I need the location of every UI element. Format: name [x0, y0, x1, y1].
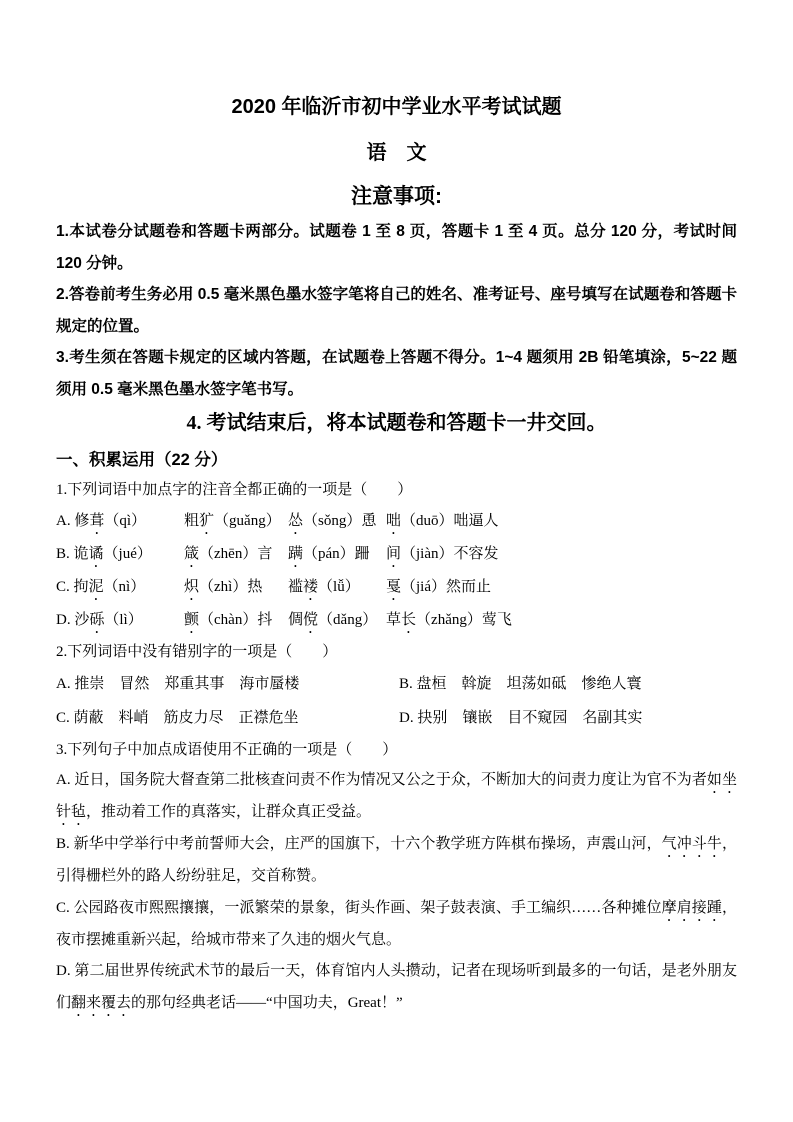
notice-item-2: 2.答卷前考生务必用 0.5 毫米黑色墨水签字笔将自己的姓名、准考证号、座号填写在试题卷和答题卡规定的位置。: [56, 286, 737, 335]
pinyin-word: 炽（zhì）热: [184, 579, 263, 595]
pinyin-word: 咄（duō）咄逼人: [386, 513, 499, 529]
question-2-option-a: A. 推崇 冒然 郑重其事 海市蜃楼: [56, 676, 300, 692]
section-1-heading: 一、积累运用（22 分）: [56, 451, 228, 469]
question-3-option-d: D. 第二届世界传统武术节的最后一天，体育馆内人头攒动，记者在现场听到最多的一句话，是老外朋友们翻来覆去的那句经典老话——“中国功夫，Great！”: [56, 963, 737, 1011]
pinyin-word: B. 诡谲（jué）: [56, 546, 152, 562]
pinyin-word: 倜傥（dǎng）: [288, 612, 378, 628]
pinyin-word: 蹒（pán）跚: [288, 546, 370, 562]
question-1-option-a: [56, 505, 737, 538]
question-2-options: [56, 667, 737, 735]
subject-title: 语 文: [366, 142, 427, 164]
pinyin-word: 箴（zhēn）言: [184, 546, 273, 562]
question-2-stem: 2.下列词语中没有错别字的一项是（ ）: [56, 644, 338, 660]
pinyin-word: 怂（sǒng）恿: [288, 513, 377, 529]
question-3-option-c: C. 公园路夜市熙熙攘攘，一派繁荣的景象，街头作画、架子鼓表演、手工编织……各种摊位摩肩接踵，夜市摆摊重新兴起，给城市带来了久违的烟火气息。: [56, 899, 737, 948]
pinyin-word: 戛（jiá）然而止: [386, 579, 492, 595]
pinyin-word: 粗犷（guǎng）: [184, 513, 281, 529]
question-1-option-d: [56, 604, 737, 637]
notice-item-4: 4. 考试结束后，将本试题卷和答题卡一井交回。: [186, 412, 607, 434]
question-1-stem: 1.下列词语中加点字的注音全都正确的一项是（ ）: [56, 482, 413, 498]
question-1-option-c: [56, 571, 737, 604]
notice-item-1: 1.本试卷分试题卷和答题卡两部分。试题卷 1 至 8 页，答题卡 1 至 4 页。总分 120 分，考试时间 120 分钟。: [56, 223, 737, 272]
pinyin-word: 间（jiàn）不容发: [386, 546, 499, 562]
pinyin-word: D. 沙砾（lì）: [56, 612, 143, 628]
pinyin-word: 草长（zhǎng）莺飞: [386, 612, 512, 628]
page-title: 2020 年临沂市初中学业水平考试试题: [231, 96, 562, 118]
question-3-option-b: B. 新华中学举行中考前誓师大会，庄严的国旗下，十六个教学班方阵棋布操场，声震山河，气冲斗牛，引得栅栏外的路人纷纷驻足，交首称赞。: [56, 836, 737, 884]
pinyin-word: 褴褛（lǚ）: [288, 579, 360, 595]
question-2-option-c: C. 荫蔽 料峭 筋皮力尽 正襟危坐: [56, 710, 299, 726]
question-1-option-b: [56, 538, 737, 571]
notice-item-3: 3.考生须在答题卡规定的区域内答题，在试题卷上答题不得分。1~4 题须用 2B 铅笔填涂，5~22 题须用 0.5 毫米黑色墨水签字笔书写。: [56, 349, 737, 398]
question-2-option-d: D. 抉别 镶嵌 目不窥园 名副其实: [399, 710, 643, 726]
notice-heading: 注意事项:: [351, 185, 442, 208]
pinyin-word: C. 拘泥（nì）: [56, 579, 146, 595]
question-2-option-b: B. 盘桓 斡旋 坦荡如砥 惨绝人寰: [399, 676, 642, 692]
question-3-stem: 3.下列句子中加点成语使用不正确的一项是（ ）: [56, 742, 398, 758]
question-3-option-a: A. 近日，国务院大督查第二批核查问责不作为情况又公之于众，不断加大的问责力度让为官不为者如坐针毡，推动着工作的真落实，让群众真正受益。: [56, 772, 737, 820]
pinyin-word: A. 修葺（qì）: [56, 513, 147, 529]
pinyin-word: 颤（chàn）抖: [184, 612, 273, 628]
